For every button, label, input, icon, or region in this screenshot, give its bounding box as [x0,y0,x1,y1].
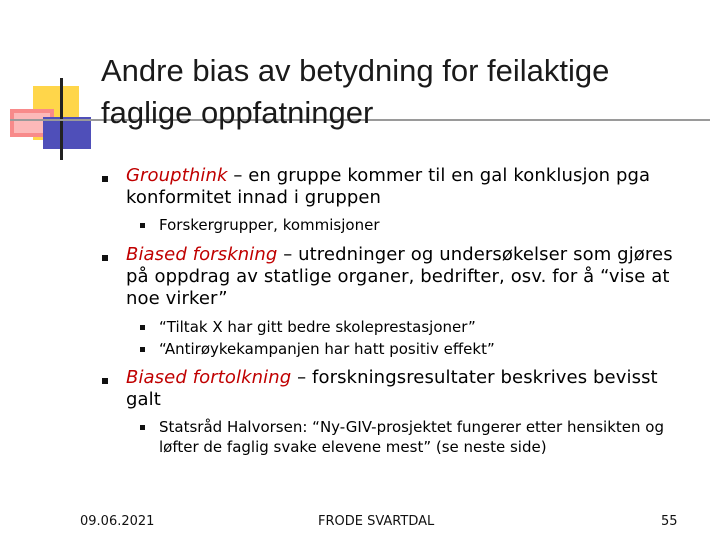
footer-page-number: 55 [661,514,678,529]
bullet-groupthink [126,165,686,209]
bullet-biased-fortolkning [126,367,686,411]
bullet-term: Groupthink [126,165,228,186]
slide-title: Andre bias av betydning for feilaktige faglige oppfatninger [101,53,610,130]
bullet-biased-forskning [126,244,686,310]
bullet-marker [102,255,108,261]
bullet-text: – forskningsresultater beskrives bevisst galt [126,367,658,410]
footer-date: 09.06.2021 [80,514,155,529]
sub-bullet-marker [140,223,145,228]
footer-author: FRODE SVARTDAL [318,514,435,529]
sub-bullet-marker [140,425,145,430]
bullet-text: – utredninger og undersøkelser som gjøres på oppdrag av statlige organer, bedrifter, osv. for å “vise at noe virker” [126,244,673,309]
bullet-text: – en gruppe kommer til en gal konklusjon pga konformitet innad i gruppen [126,165,651,208]
sub-bullet-marker [140,347,145,352]
bullet-marker [102,176,108,182]
sub-bullet-item: “Tiltak X har gitt bedre skoleprestasjoner” [159,318,476,336]
bullet-term: Biased fortolkning [126,367,292,388]
bullet-marker [102,378,108,384]
bullet-term: Biased forskning [126,244,278,265]
sub-bullet-item: Statsråd Halvorsen: “Ny-GIV-prosjektet fungerer etter hensikten og løfter de faglig svake elevene mest” (se neste side) [159,418,664,456]
sub-bullet-item: “Antirøykekampanjen har hatt positiv effekt” [159,340,495,358]
sub-bullet-marker [140,325,145,330]
decor-blue-block [43,117,91,149]
sub-bullet-item: Forskergrupper, kommisjoner [159,216,380,234]
